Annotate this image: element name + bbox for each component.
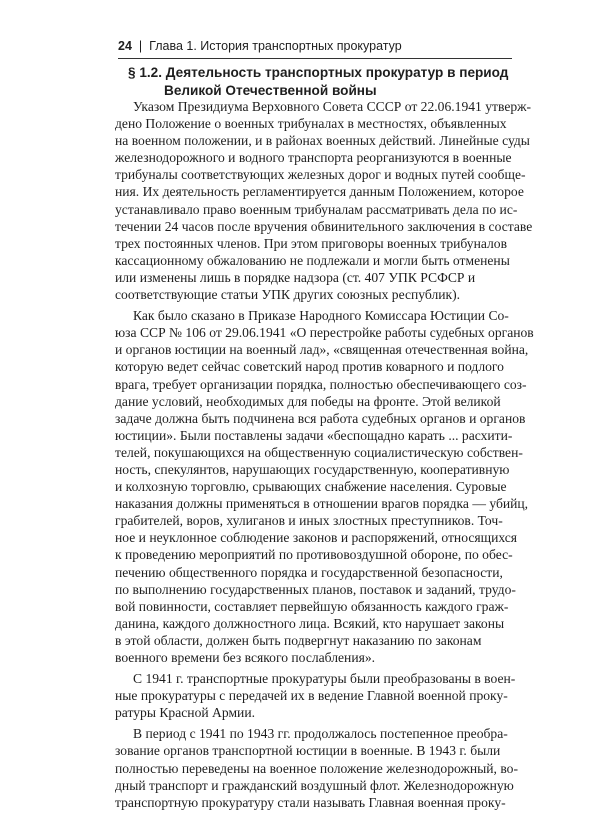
page-number: 24	[118, 39, 132, 53]
text-line: С 1941 г. транспортные прокуратуры были преобразованы в воен-	[133, 671, 516, 687]
text-line: течении 24 часов после вручения обвинительного заключения в составе	[115, 218, 533, 234]
section-heading-line: § 1.2. Деятельность транспортных прокуратур в период	[128, 65, 509, 80]
paragraph	[115, 307, 534, 666]
text-line: трибуналы соответствующих железных дорог и водных путей сообще-	[115, 167, 526, 183]
text-line: дание условий, необходимых для победы на фронте. Этой великой	[115, 393, 501, 409]
section-heading	[128, 64, 508, 100]
text-line: ность, спекулянтов, нарушающих государственную, кооперативную	[115, 461, 510, 477]
text-line: данина, каждого должностного лица. Всякий, кто нарушает законы	[115, 615, 505, 631]
text-line: на военном положении, и в районах военных действий. Линейные суды	[115, 133, 530, 149]
text-line: и колхозную торговлю, срывающих снабжение населения. Суровые	[115, 479, 507, 495]
paragraph	[115, 725, 519, 810]
text-line: задаче должна быть подчинена вся работа судебных органов и органов	[115, 410, 526, 426]
text-line: телей, покушающихся на общественную социалистическую собствен-	[115, 444, 523, 460]
text-line: печению общественного порядка и государственной безопасности,	[115, 564, 503, 580]
body-text	[115, 98, 534, 815]
text-line: Как было сказано в Приказе Народного Комиссара Юстиции Со-	[133, 308, 509, 324]
text-line: Указом Президиума Верховного Совета СССР от 22.06.1941 утверж-	[133, 99, 532, 114]
text-line: кассационному обжалованию не подлежали и могли быть отменены	[115, 252, 510, 268]
text-line: в этой области, должен быть подвергнут наказанию по законам	[115, 632, 482, 648]
paragraph	[115, 670, 515, 721]
text-line: наказания должны применяться в отношении врагов порядка — убийц,	[115, 496, 529, 512]
section-heading-line: Великой Отечественной войны	[164, 83, 377, 98]
paragraph	[115, 98, 533, 303]
header-separator: |	[138, 39, 143, 53]
text-line: ния. Их деятельность регламентируется данным Положением, которое	[115, 184, 524, 200]
text-line: трех постоянных членов. При этом приговоры военных трибуналов	[115, 235, 508, 251]
text-line: по выполнению государственных планов, поставок и заданий, трудо-	[115, 581, 516, 597]
text-line: полностью переведены на военное положение железнодорожный, во-	[115, 760, 519, 776]
chapter-title: Глава 1. История транспортных прокуратур	[149, 39, 402, 53]
text-line: зование органов транспортной юстиции в военные. В 1943 г. были	[115, 743, 501, 759]
text-line: устанавливало право военным трибуналам рассматривать дела по ис-	[115, 201, 518, 217]
text-line: ное и неуклонное соблюдение законов и распоряжений, относящихся	[115, 530, 518, 546]
text-line: военного времени без всякого послабления».	[115, 650, 376, 665]
text-line: дный транспорт и гражданский воздушный флот. Железнодорожную	[115, 777, 514, 793]
text-line: железнодорожного и водного транспорта реорганизуются в военные	[115, 150, 512, 166]
text-line: ратуры Красной Армии.	[115, 705, 255, 721]
header-rule	[118, 58, 512, 59]
text-line: дено Положение о военных трибуналах в местностях, объявленных	[115, 116, 507, 132]
text-line: юза ССР № 106 от 29.06.1941 «О перестройке работы судебных органов	[115, 325, 534, 341]
text-line: ные прокуратуры с передачей их в ведение Главной военной проку-	[115, 688, 508, 704]
text-line: вой повинности, составляет первейшую обязанность каждого граж-	[115, 598, 509, 614]
text-line: врага, требует организации порядка, полностью обеспечивающего соз-	[115, 376, 527, 392]
text-line: В период с 1941 по 1943 гг. продолжалось постепенное преобра-	[133, 726, 508, 742]
text-line: или изменены лишь в порядке надзора (ст. 407 УПК РСФСР и	[115, 269, 476, 285]
text-line: соответствующие статьи УПК других союзных республик).	[115, 287, 461, 303]
text-line: грабителей, воров, хулиганов и иных злостных преступников. Точ-	[115, 513, 503, 529]
text-line: транспортную прокуратуру стали называть Главная военная проку-	[115, 794, 506, 810]
text-line: к проведению мероприятий по противовоздушной обороне, по обес-	[115, 547, 513, 563]
text-line: и органов юстиции на военный лад», «священная отечественная война,	[115, 342, 529, 358]
text-line: юстиции». Были поставлены задачи «беспощадно карать ... расхити-	[115, 427, 513, 443]
running-header	[118, 38, 518, 56]
text-line: которую ведет сейчас советский народ против коварного и подлого	[115, 359, 504, 375]
